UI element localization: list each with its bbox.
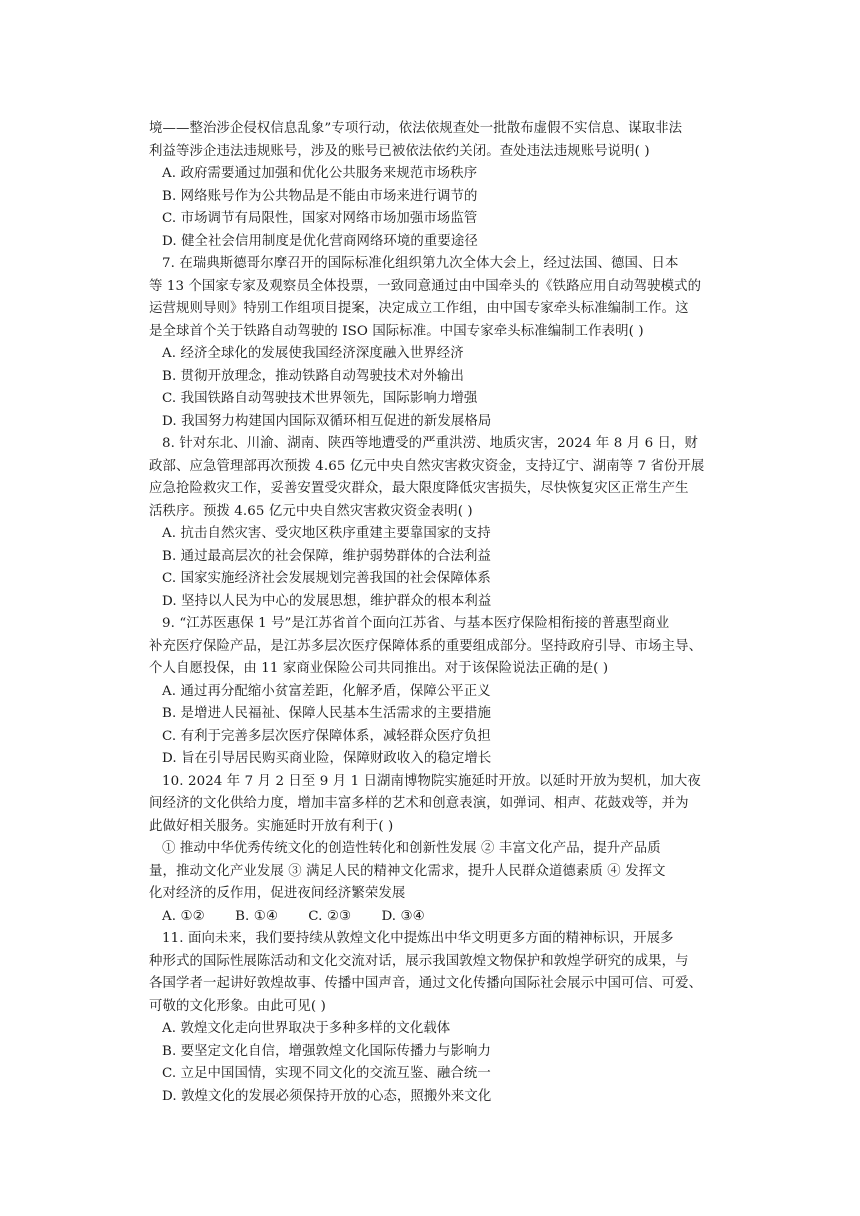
stem-line: 种形式的国际性展陈活动和文化交流对话，展示我国敦煌文物保护和敦煌学研究的成果，与 [149, 953, 689, 969]
option-b: B. 网络账号作为公共物品是不能由市场来进行调节的 [162, 188, 478, 204]
stem-line: 11. 面向未来，我们要持续从敦煌文化中提炼出中华文明更多方面的精神标识，开展多 [162, 931, 674, 946]
option-c: C. 我国铁路自动驾驶技术世界领先，国际影响力增强 [162, 391, 478, 406]
choice-c: C. ②③ [308, 908, 352, 924]
choice-a: A. ①② [162, 908, 205, 924]
stem-line: 政部、应急管理部再次预拨 4.65 亿元中央自然灾害救灾资金，支持辽宁、湖南等 7 省份开展 [149, 458, 705, 474]
stem-line: 个人自愿投保，由 11 家商业保险公司共同推出。对于该保险说法正确的是( ) [149, 661, 609, 676]
option-a: A. 政府需要通过加强和优化公共服务来规范市场秩序 [162, 166, 478, 181]
option-a: A. 抗击自然灾害、受灾地区秩序重建主要靠国家的支持 [162, 526, 491, 541]
stem-line: 利益等涉企违法违规账号，涉及的账号已被依法依约关闭。查处违法违规账号说明( ) [149, 143, 650, 159]
stem-line: 补充医疗保险产品，是江苏多层次医疗保障体系的重要组成部分。坚持政府引导、市场主导、 [149, 638, 703, 654]
option-b: B. 贯彻开放理念，推动铁路自动驾驶技术对外输出 [162, 368, 464, 384]
stem-line: 境——整治涉企侵权信息乱象”专项行动，依法依规查处一批散布虚假不实信息、谋取非法 [149, 121, 683, 136]
option-d: D. 健全社会信用制度是优化营商网络环境的重要途径 [162, 233, 478, 249]
stem-line: 9. “江苏医惠保 1 号”是江苏省首个面向江苏省、与基本医疗保险相衔接的普惠型商业 [162, 616, 670, 631]
question-10-choices [149, 906, 727, 929]
page-content [149, 118, 727, 1108]
option-b: B. 是增进人民福祉、保障人民基本生活需求的主要措施 [162, 706, 491, 721]
option-b: B. 要坚定文化自信，增强敦煌文化国际传播力与影响力 [162, 1043, 491, 1059]
question-7-stem [149, 253, 727, 343]
stem-line: 间经济的文化供给力度，增加丰富多样的艺术和创意表演，如弹词、相声、花鼓戏等，并为 [149, 796, 689, 811]
stem-line: 此做好相关服务。实施延时开放有利于( ) [149, 818, 394, 834]
choice-d: D. ③④ [381, 908, 425, 924]
option-d: D. 我国努力构建国内国际双循环相互促进的新发展格局 [162, 413, 492, 429]
statement-line: ① 推动中华优秀传统文化的创造性转化和创新性发展 ② 丰富文化产品，提升产品质 [162, 841, 661, 856]
option-c: C. 市场调节有局限性，国家对网络市场加强市场监管 [162, 211, 478, 226]
option-d: D. 旨在引导居民购买商业险，保障财政收入的稳定增长 [162, 751, 492, 766]
option-d: D. 敦煌文化的发展必须保持开放的心态，照搬外来文化 [162, 1088, 492, 1104]
stem-line: 运营规则导则》特别工作组项目提案，决定成立工作组，由中国专家牵头标准编制工作。这 [149, 301, 689, 316]
stem-line: 可敬的文化形象。由此可见( ) [149, 998, 326, 1014]
question-8-stem [149, 433, 727, 523]
question-9-stem [149, 613, 727, 681]
stem-line: 各国学者一起讲好敦煌故事、传播中国声音，通过文化传播向国际社会展示中国可信、可爱、 [149, 976, 703, 991]
stem-line: 等 13 个国家专家及观察员全体投票，一致同意通过由中国牵头的《铁路应用自动驾驶模式的 [149, 278, 702, 294]
option-a: A. 敦煌文化走向世界取决于多种多样的文化载体 [162, 1021, 451, 1036]
stem-line: 7. 在瑞典斯德哥尔摩召开的国际标准化组织第九次全体大会上，经过法国、德国、日本 [162, 256, 679, 271]
stem-line: 应急抢险救灾工作，妥善安置受灾群众，最大限度降低灾害损失，尽快恢复灾区正常生产生 [149, 481, 689, 496]
statement-line: 量，推动文化产业发展 ③ 满足人民的精神文化需求，提升人民群众道德素质 ④ 发挥文 [149, 863, 666, 879]
question-6-stem [149, 118, 727, 163]
option-d: D. 坚持以人民为中心的发展思想，维护群众的根本利益 [162, 593, 492, 609]
option-c: C. 有利于完善多层次医疗保障体系，减轻群众医疗负担 [162, 728, 491, 744]
option-c: C. 立足中国国情，实现不同文化的交流互鉴、融合统一 [162, 1066, 491, 1081]
stem-line: 是全球首个关于铁路自动驾驶的 ISO 国际标准。中国专家牵头标准编制工作表明( ) [149, 323, 644, 339]
statement-line: 化对经济的反作用，促进夜间经济繁荣发展 [149, 886, 406, 901]
stem-line: 10. 2024 年 7 月 2 日至 9 月 1 日湖南博物院实施延时开放。以延时开放为契机，加大夜 [162, 773, 701, 789]
question-10-statements [149, 838, 727, 906]
question-11-stem [149, 928, 727, 1018]
option-a: A. 通过再分配缩小贫富差距，化解矛盾，保障公平正义 [162, 683, 491, 699]
option-a: A. 经济全球化的发展使我国经济深度融入世界经济 [162, 346, 464, 361]
stem-line: 8. 针对东北、川渝、湖南、陕西等地遭受的严重洪涝、地质灾害，2024 年 8 月 6 日，财 [162, 436, 699, 451]
question-10-stem [149, 771, 727, 839]
option-b: B. 通过最高层次的社会保障，维护弱势群体的合法利益 [162, 548, 491, 564]
choice-b: B. ①④ [235, 908, 278, 924]
option-c: C. 国家实施经济社会发展规划完善我国的社会保障体系 [162, 571, 491, 586]
stem-line: 活秩序。预拨 4.65 亿元中央自然灾害救灾资金表明( ) [149, 503, 473, 519]
